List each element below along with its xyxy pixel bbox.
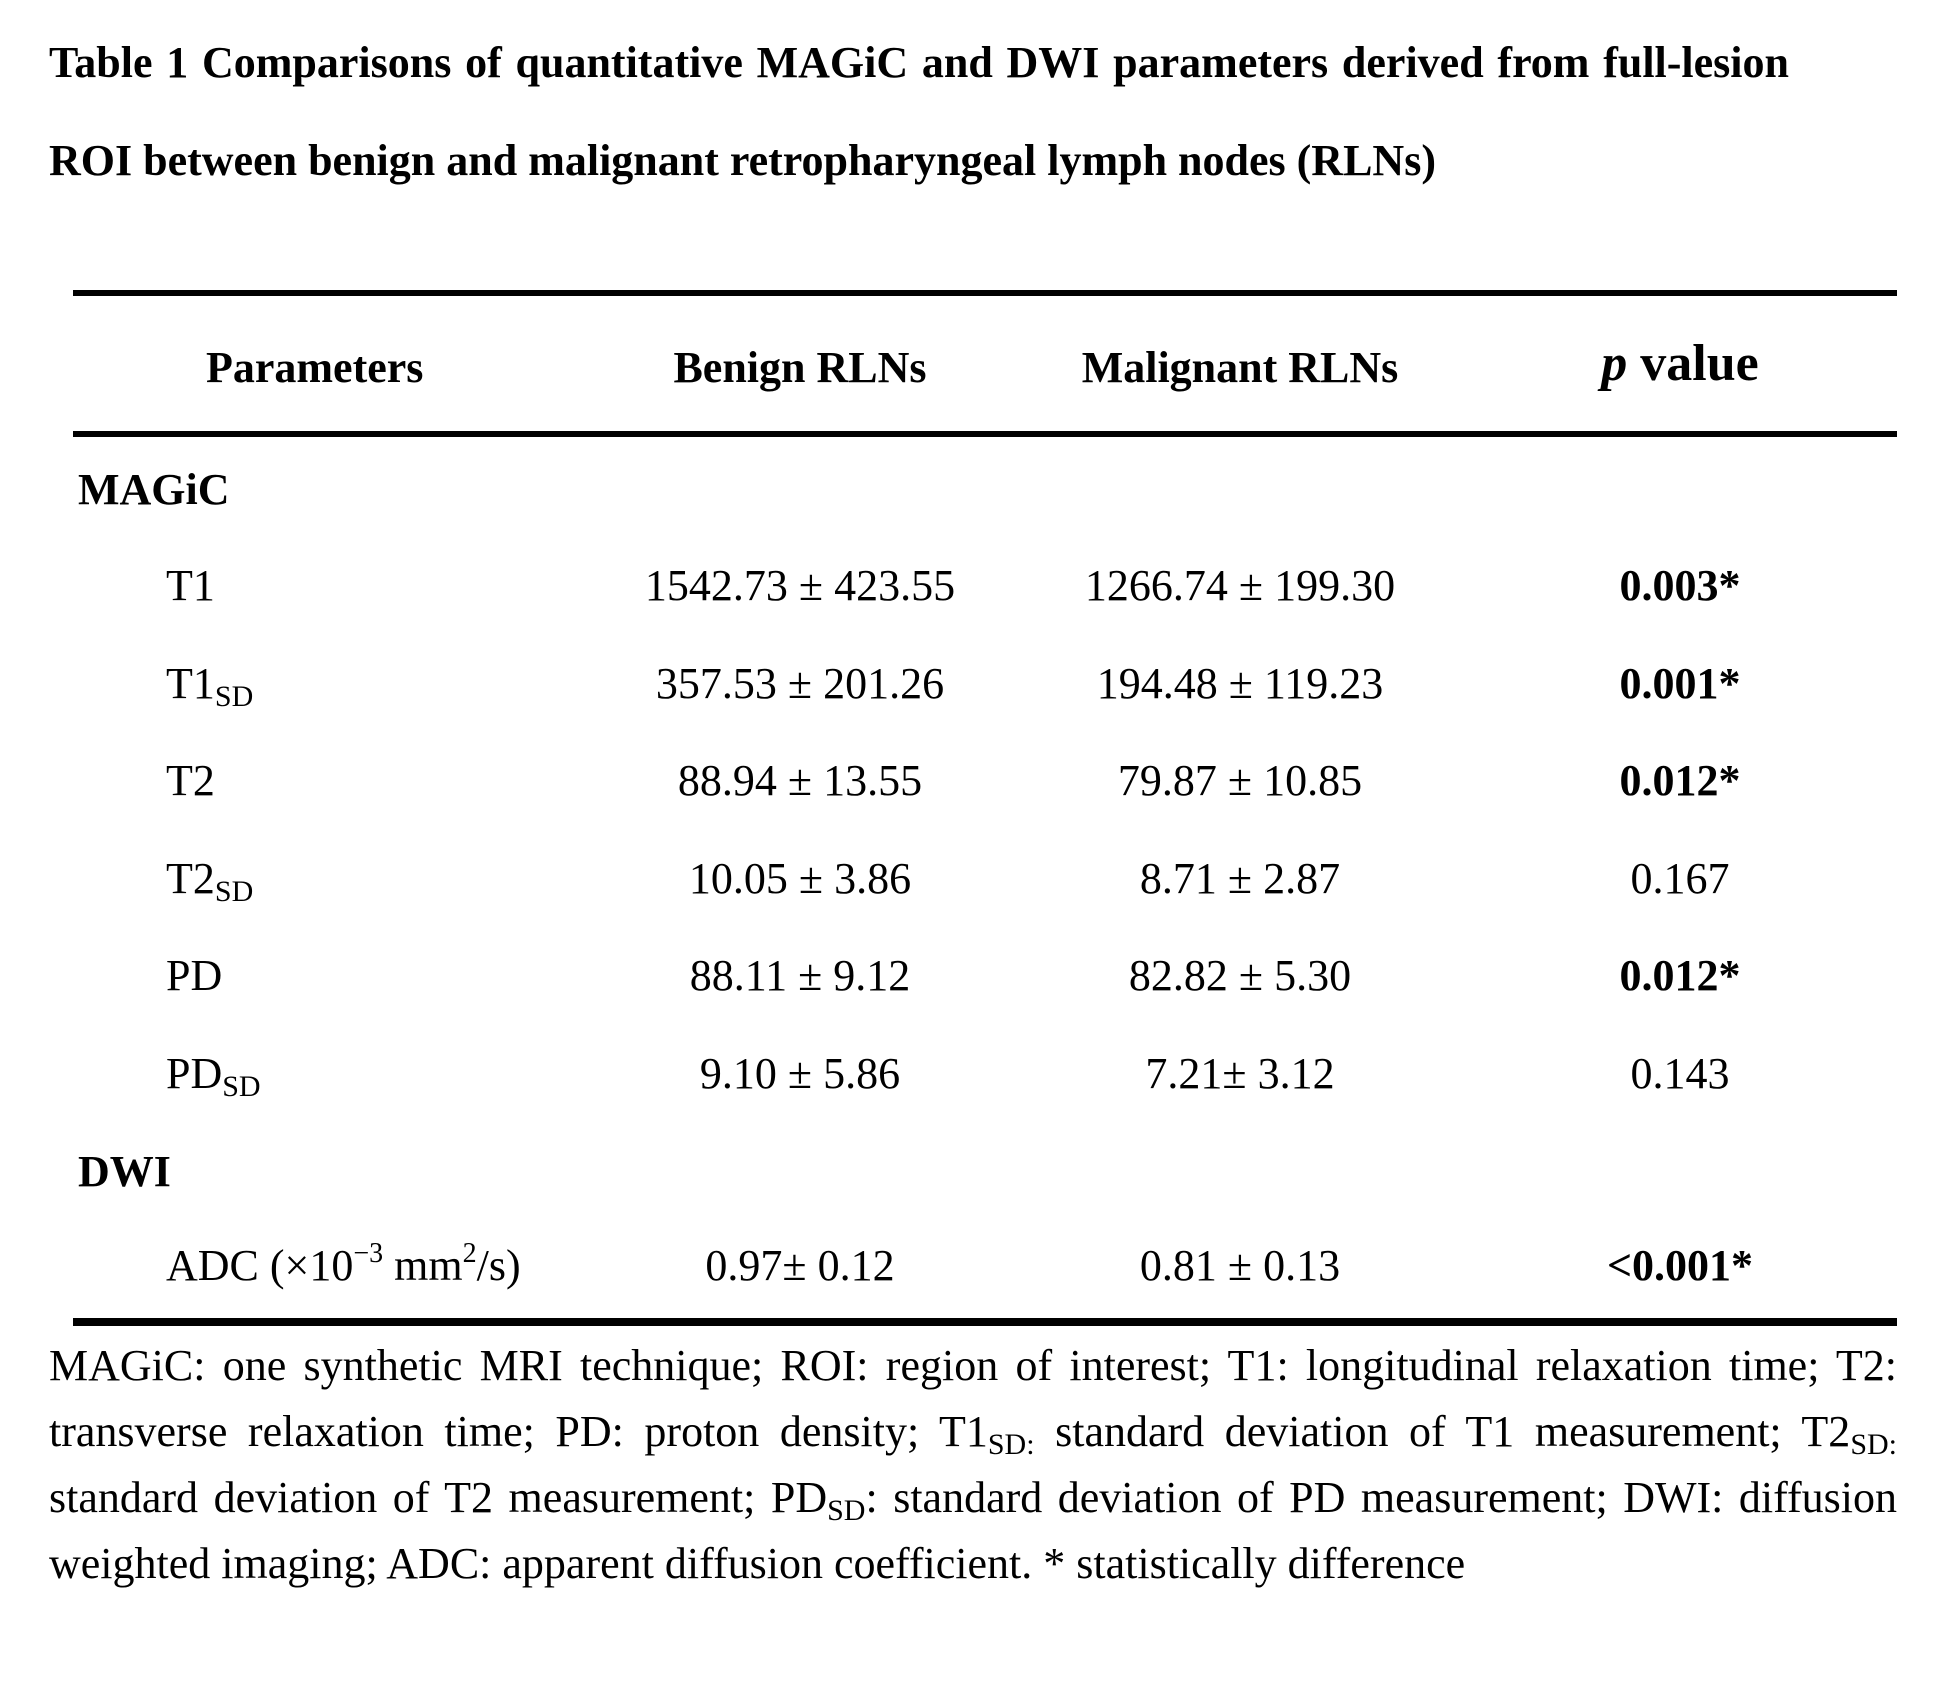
malignant-value: 194.48 ± 119.23 (1096, 659, 1384, 708)
malignant-value: 0.81 ± 0.13 (1139, 1241, 1341, 1290)
section-magic: MAGiC (78, 465, 230, 514)
adc-label-c: /s) (476, 1241, 521, 1290)
param-name: T2 (166, 854, 215, 903)
param-cell (166, 755, 215, 807)
adc-label-b: mm (383, 1241, 463, 1290)
p-value: 0.167 (1630, 854, 1730, 903)
param-cell (166, 1048, 261, 1103)
p-value: 0.012* (1619, 756, 1741, 805)
benign-value: 357.53 ± 201.26 (655, 659, 945, 708)
footnote-subscript: SD: (1850, 1428, 1897, 1461)
p-value: <0.001* (1606, 1241, 1754, 1290)
benign-value: 88.11 ± 9.12 (689, 951, 911, 1000)
benign-value: 9.10 ± 5.86 (699, 1049, 901, 1098)
header-benign: Benign RLNs (673, 343, 927, 392)
param-cell (166, 658, 254, 713)
malignant-value: 82.82 ± 5.30 (1128, 951, 1352, 1000)
param-name: T1 (166, 659, 215, 708)
header-parameters: Parameters (206, 343, 424, 392)
malignant-value: 79.87 ± 10.85 (1117, 756, 1363, 805)
malignant-value: 7.21± 3.12 (1145, 1049, 1335, 1098)
benign-value: 0.97± 0.12 (705, 1241, 895, 1290)
p-value: 0.012* (1619, 951, 1741, 1000)
footnote-subscript: SD (827, 1494, 866, 1527)
param-name: T2 (166, 756, 215, 805)
header-malignant: Malignant RLNs (1081, 343, 1399, 392)
param-subscript: SD (222, 1070, 261, 1103)
footnote-part: standard deviation of T2 measurement; PD (49, 1473, 828, 1522)
section-dwi: DWI (78, 1147, 171, 1196)
param-cell (166, 950, 222, 1002)
param-cell (166, 560, 215, 612)
p-value: 0.143 (1630, 1049, 1730, 1098)
header-p-italic: p (1601, 335, 1628, 392)
benign-value: 1542.73 ± 423.55 (644, 561, 956, 610)
param-subscript: SD (214, 875, 254, 908)
adc-unit-exponent: 2 (462, 1238, 477, 1269)
table-header-rule (73, 431, 1897, 437)
p-value: 0.001* (1619, 659, 1741, 708)
footnote-part: standard deviation of T1 measurement; T2 (1034, 1407, 1851, 1456)
param-name: PD (166, 951, 223, 1000)
benign-value: 88.94 ± 13.55 (677, 756, 923, 805)
adc-exponent: −3 (353, 1238, 384, 1269)
table-title: Table 1 Comparisons of quantitative MAGiC and DWI parameters derived from full-lesion ROI between benign and malignant retropharyngeal lymph nodes (RLNs) (49, 38, 1789, 185)
header-p-value (1480, 335, 1880, 392)
param-cell (166, 853, 254, 908)
header-p-rest: value (1627, 335, 1759, 392)
p-value: 0.003* (1619, 561, 1741, 610)
benign-value: 10.05 ± 3.86 (688, 854, 912, 903)
footnote-subscript: SD: (987, 1428, 1035, 1461)
malignant-value: 8.71 ± 2.87 (1139, 854, 1341, 903)
table-bottom-rule (73, 1318, 1897, 1326)
table-top-rule (73, 290, 1897, 296)
footnote-part: MAGiC: one synthetic MRI technique; ROI: region of interest; T1: longitudinal relaxation time; T2: transverse relaxation time; PD: proton density; T1 (49, 1341, 1897, 1456)
adc-label-a: ADC (×10 (166, 1241, 354, 1290)
param-name: PD (166, 1049, 223, 1098)
param-subscript: SD (214, 680, 254, 713)
param-name: T1 (166, 561, 215, 610)
table-footnote (49, 1333, 1897, 1597)
footnote-part: : standard deviation of PD measurement; DWI: diffusion weighted imaging; ADC: apparent diffusion coefficient. * statistically difference (49, 1473, 1898, 1588)
malignant-value: 1266.74 ± 199.30 (1084, 561, 1396, 610)
param-cell (166, 1240, 521, 1292)
